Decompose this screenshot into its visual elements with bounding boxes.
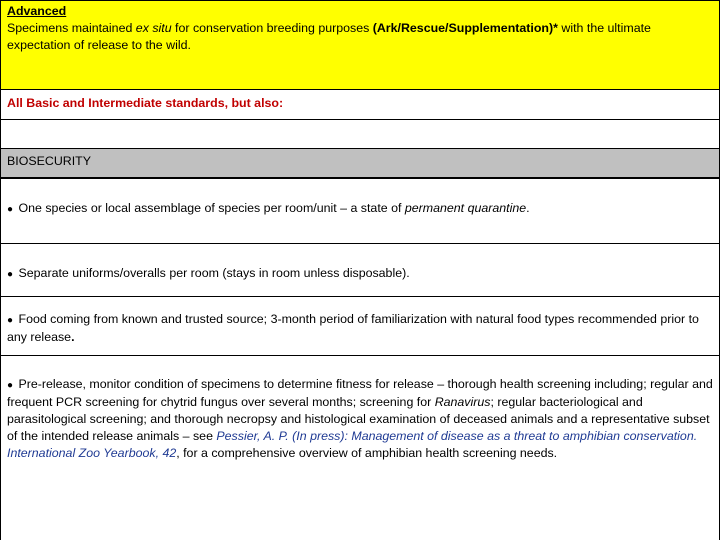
section-heading: BIOSECURITY <box>7 154 91 168</box>
list-item <box>0 355 720 540</box>
bullet-icon: ● <box>7 204 14 215</box>
description-text-end: with the ultimate expectation of release to the wild. <box>7 21 651 52</box>
list-item <box>0 178 720 243</box>
list-item <box>0 243 720 296</box>
level-title: Advanced <box>7 4 67 18</box>
list-item <box>0 296 720 355</box>
item-end: . <box>71 330 75 344</box>
description-text: Specimens maintained <box>7 21 136 35</box>
item-text: One species or local assemblage of species per room/unit – a state of <box>18 201 405 215</box>
item-italic: Ranavirus <box>434 395 491 409</box>
item-end: . <box>526 201 530 215</box>
standards-heading: All Basic and Intermediate standards, but also: <box>7 96 284 110</box>
description-bold: (Ark/Rescue/Supplementation)* <box>372 21 558 35</box>
item-text: Food coming from known and trusted source; 3-month period of familiarization with natural food types recommended prior to any release <box>7 312 699 344</box>
level-description <box>7 20 713 54</box>
description-italic: ex situ <box>135 21 172 35</box>
item-text-continued: ; regular bacteriological and parasitological screening; and thorough necropsy and histological examination of deceased animals and a representative subset of the intended release animals – see <box>7 395 710 443</box>
item-end: , for a comprehensive overview of amphibian health screening needs. <box>176 446 558 460</box>
advanced-level-cell <box>0 0 720 89</box>
item-text: Pre-release, monitor condition of specimens to determine fitness for release – thorough health screening including; regular and frequent PCR screening for chytrid fungus over several months; screening for <box>7 377 713 409</box>
section-heading-cell <box>0 148 720 178</box>
empty-cell <box>0 119 720 148</box>
bullet-icon: ● <box>7 269 14 280</box>
bullet-icon: ● <box>7 315 14 326</box>
description-text-mid: for conservation breeding purposes <box>171 21 373 35</box>
item-text: Separate uniforms/overalls per room (stays in room unless disposable). <box>18 266 410 280</box>
citation-reference: Pessier, A. P. (In press): Management of disease as a threat to amphibian conservation. International Zoo Yearbook, 42 <box>7 429 698 460</box>
standards-heading-cell <box>0 89 720 119</box>
item-italic: permanent quarantine <box>404 201 527 215</box>
bullet-icon: ● <box>7 380 14 391</box>
